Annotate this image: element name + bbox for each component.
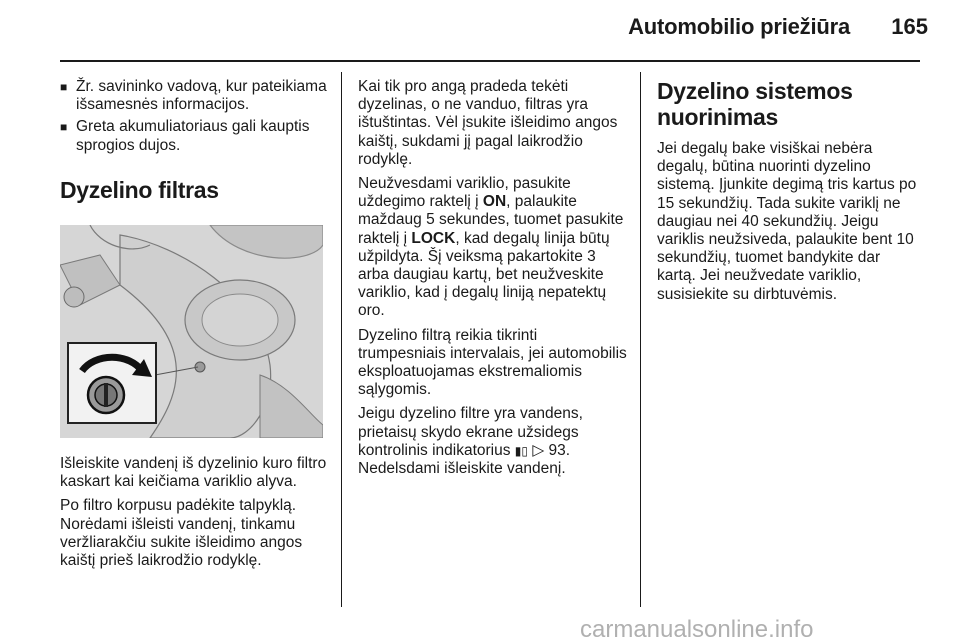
bullet-item bbox=[60, 118, 328, 154]
warning-bullet-list bbox=[60, 78, 328, 155]
column-3 bbox=[657, 78, 923, 310]
column-1-lower bbox=[60, 455, 328, 576]
paragraph-drain-now: Nedelsdami išleiskite vandenį. bbox=[358, 460, 566, 478]
keyword-lock: LOCK bbox=[411, 229, 456, 247]
paragraph-refit-plug: Kai tik pro angą pradeda tekėti dyzelinas, o ne vanduo, filtras yra ištuštintas. Vėl įsukite išleidimo angos kaištį, sukdami jį pagal laikrodžio rodyklę. bbox=[358, 78, 618, 168]
paragraph-drain-water: Išleiskite vandenį iš dyzelinio kuro filtro kaskart kai keičiama variklio alyva. bbox=[60, 455, 327, 491]
page-number: 165 bbox=[891, 14, 928, 39]
bullet-square-icon: ■ bbox=[60, 120, 68, 135]
paragraph-check-interval: Dyzelino filtrą reikia tikrinti trumpesniais intervalais, jei automobilis eksploatuojamas ekstremaliomis sąlygomis. bbox=[358, 326, 627, 399]
watermark: carmanualsonline.info bbox=[580, 616, 814, 643]
paragraph-indicator: Jeigu dyzelino filtre yra vandens, prietaisų skydo ekrane užsidegs kontrolinis indikatorius ▮▯ ▷ 93. Nedelsdami išleiskite vandenį. bbox=[358, 405, 583, 478]
diesel-filter-illustration bbox=[60, 225, 323, 438]
bullet-text: Žr. savininko vadovą, kur pateikiama išsamesnės informacijos. bbox=[76, 78, 327, 114]
keyword-on: ON bbox=[482, 193, 507, 211]
header-rule bbox=[60, 60, 920, 62]
section-title-bleeding: Dyzelino sistemos nuorinimas bbox=[657, 78, 853, 130]
column-divider-2 bbox=[640, 72, 641, 607]
bullet-square-icon: ■ bbox=[60, 80, 68, 94]
bullet-text: Greta akumuliatoriaus gali kauptis sprogios dujos. bbox=[76, 118, 310, 154]
section-title-diesel-filter: Dyzelino filtras bbox=[60, 176, 219, 203]
column-1 bbox=[60, 78, 328, 203]
page-reference-arrow-icon: ▷ bbox=[532, 441, 545, 459]
bullet-item bbox=[60, 78, 328, 114]
paragraph-place-container: Po filtro korpusu padėkite talpyklą. Norėdami išleisti vandenį, tinkamu veržliarakčiu sukite išleidimo angos kaištį prieš laikrodžio rodyklę. bbox=[60, 497, 303, 570]
column-2 bbox=[358, 78, 628, 484]
page-reference: 93. bbox=[544, 441, 571, 459]
paragraph-ignition-steps: Neužvesdami variklio, pasukite uždegimo raktelį į ON, palaukite maždaug 5 sekundes, tuomet pasukite raktelį į LOCK, kad degalų linija būtų užpildyta. Šį veiksmą pakartokite 3 arba daugiau kartų, bet neužveskite variklio, kad į degalų liniją nepatektų oro. bbox=[358, 175, 624, 320]
page-header-title: Automobilio priežiūra bbox=[628, 14, 850, 39]
paragraph-bleeding-instructions: Jei degalų bake visiškai nebėra degalų, būtina nuorinti dyzelino sistemą. Įjunkite degimą tris kartus po 15 sekundžių. Tada sukite variklį ne daugiau nei 40 sekundžių. Jeigu variklis neužsiveda, palaukite bent 10 sekundžių, tuomet bandykite dar kartą. Jei neužvedate variklio, susisiekite su dirbtuvėmis. bbox=[657, 140, 917, 303]
water-in-fuel-indicator-icon: ▮▯ bbox=[514, 443, 529, 458]
column-divider-1 bbox=[341, 72, 342, 607]
